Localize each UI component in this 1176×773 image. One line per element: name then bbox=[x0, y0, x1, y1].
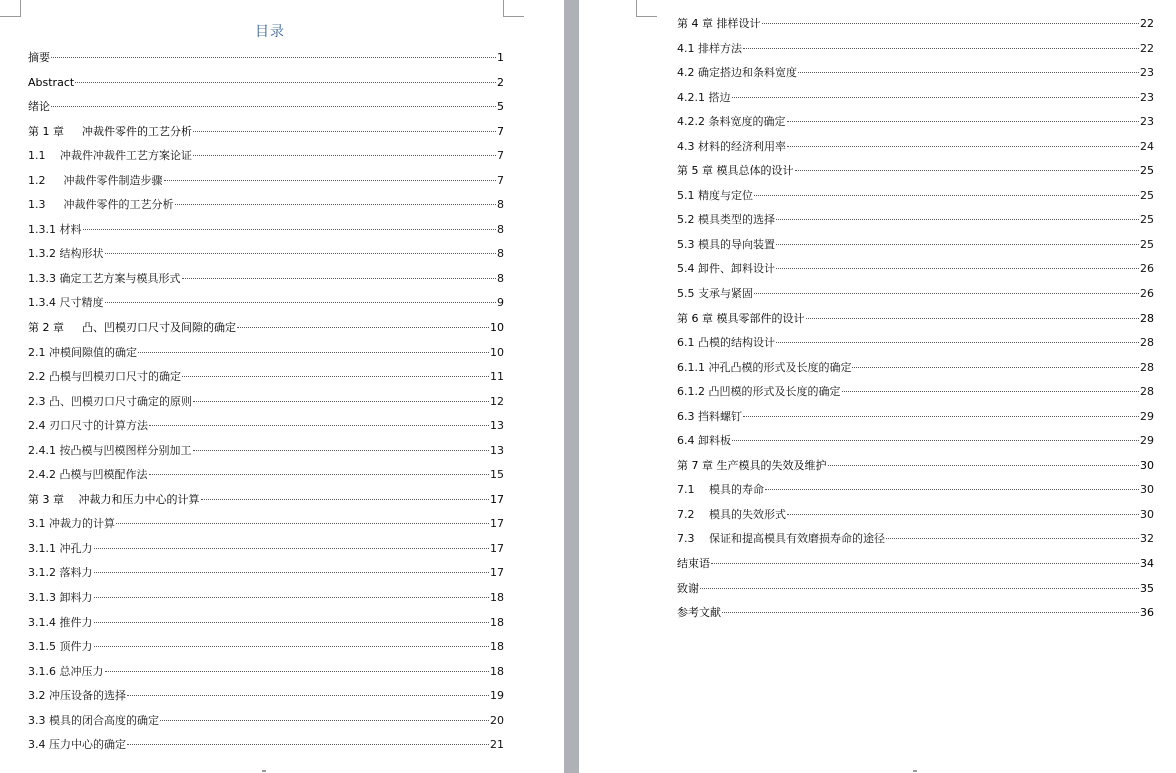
toc-entry-label: 3.1.4 推件力 bbox=[28, 615, 93, 629]
toc-dot-leader bbox=[765, 489, 1139, 490]
toc-entry-page-number: 18 bbox=[490, 664, 504, 678]
toc-dot-leader bbox=[75, 82, 496, 83]
toc-entry[interactable] bbox=[28, 95, 504, 120]
toc-entry[interactable] bbox=[28, 733, 504, 758]
toc-dot-leader bbox=[852, 367, 1139, 368]
toc-entry[interactable] bbox=[28, 660, 504, 685]
toc-entry-label: 第 1 章 冲裁件零件的工艺分析 bbox=[28, 124, 192, 138]
toc-entry-page-number: 18 bbox=[490, 640, 504, 654]
toc-entry-page-number: 15 bbox=[490, 468, 504, 482]
toc-entry-page-number: 28 bbox=[1140, 311, 1154, 325]
toc-entry-page-number: 23 bbox=[1140, 115, 1154, 129]
toc-entry-label: 2.4.1 按凸模与凹模图样分别加工 bbox=[28, 443, 192, 457]
toc-entry-label: 4.2 确定搭边和条料宽度 bbox=[677, 66, 797, 80]
toc-entry-page-number: 13 bbox=[490, 443, 504, 457]
toc-entry-label: 4.2.1 搭边 bbox=[677, 90, 731, 104]
toc-entry-label: 摘要 bbox=[28, 51, 50, 64]
toc-entry[interactable] bbox=[677, 208, 1154, 233]
toc-entry-label: 3.1.5 顶件力 bbox=[28, 640, 93, 654]
toc-dot-leader bbox=[105, 253, 497, 254]
toc-entry-page-number: 8 bbox=[497, 198, 504, 212]
toc-entry[interactable] bbox=[677, 184, 1154, 209]
toc-entry-label: 3.4 压力中心的确定 bbox=[28, 738, 126, 752]
toc-entry-label: 1.2 冲裁件零件制造步骤 bbox=[28, 173, 163, 187]
toc-entry[interactable] bbox=[28, 144, 504, 169]
toc-entry-page-number: 10 bbox=[490, 345, 504, 359]
toc-entry[interactable] bbox=[677, 577, 1154, 602]
toc-entry-page-number: 25 bbox=[1140, 213, 1154, 227]
toc-dot-leader bbox=[776, 268, 1139, 269]
toc-entry-page-number: 19 bbox=[490, 689, 504, 703]
toc-dot-leader bbox=[94, 548, 490, 549]
toc-entry[interactable] bbox=[677, 405, 1154, 430]
toc-entry-label: 3.3 模具的闭合高度的确定 bbox=[28, 713, 159, 727]
toc-entry[interactable] bbox=[28, 218, 504, 243]
toc-dot-leader bbox=[51, 106, 496, 107]
crop-mark-top-left bbox=[0, 0, 21, 17]
toc-entry-label: 2.1 冲模间隙值的确定 bbox=[28, 345, 137, 359]
toc-entry[interactable] bbox=[28, 561, 504, 586]
toc-entry-label: 第 3 章 冲裁力和压力中心的计算 bbox=[28, 492, 200, 506]
toc-entry-label: 6.1.2 凸凹模的形式及长度的确定 bbox=[677, 385, 841, 399]
toc-entry-page-number: 22 bbox=[1140, 41, 1154, 55]
toc-entry-page-number: 10 bbox=[490, 321, 504, 335]
toc-entry-label: 5.5 支承与紧固 bbox=[677, 287, 753, 301]
toc-entry-label: 1.1 冲裁件冲裁件工艺方案论证 bbox=[28, 149, 192, 163]
toc-dot-leader bbox=[754, 195, 1139, 196]
page-bottom-mark bbox=[262, 770, 266, 772]
toc-entry-page-number: 28 bbox=[1140, 360, 1154, 374]
toc-entry-page-number: 17 bbox=[490, 541, 504, 555]
toc-dot-leader bbox=[828, 465, 1140, 466]
toc-entry[interactable] bbox=[677, 159, 1154, 184]
toc-entry-page-number: 7 bbox=[497, 124, 504, 138]
toc-entry-label: Abstract bbox=[28, 75, 75, 89]
toc-entry-page-number: 17 bbox=[490, 517, 504, 531]
toc-entry[interactable] bbox=[28, 242, 504, 267]
toc-dot-leader bbox=[754, 293, 1139, 294]
toc-entry[interactable] bbox=[28, 169, 504, 194]
toc-entry-label: 3.1.6 总冲压力 bbox=[28, 664, 104, 678]
toc-entry-page-number: 29 bbox=[1140, 409, 1154, 423]
toc-entry[interactable] bbox=[28, 291, 504, 316]
toc-entry-page-number: 9 bbox=[497, 296, 504, 310]
toc-entry-label: 5.1 精度与定位 bbox=[677, 188, 753, 202]
toc-entry-page-number: 26 bbox=[1140, 262, 1154, 276]
toc-entry[interactable] bbox=[28, 635, 504, 660]
toc-entry-page-number: 18 bbox=[490, 591, 504, 605]
toc-entry[interactable] bbox=[28, 365, 504, 390]
toc-entry[interactable] bbox=[28, 341, 504, 366]
toc-dot-leader bbox=[127, 695, 489, 696]
toc-dot-leader bbox=[776, 342, 1139, 343]
toc-entry[interactable] bbox=[28, 586, 504, 611]
toc-entry-page-number: 28 bbox=[1140, 385, 1154, 399]
toc-dot-leader bbox=[160, 720, 489, 721]
toc-entry-label: 3.1.2 落料力 bbox=[28, 566, 93, 580]
toc-entry[interactable] bbox=[28, 46, 504, 71]
toc-entry-page-number: 21 bbox=[490, 738, 504, 752]
toc-entry[interactable] bbox=[677, 257, 1154, 282]
toc-dot-leader bbox=[105, 671, 490, 672]
page-bottom-mark bbox=[913, 770, 917, 772]
toc-entry[interactable] bbox=[28, 120, 504, 145]
toc-dot-leader bbox=[700, 588, 1139, 589]
toc-entry-label: 6.1 凸模的结构设计 bbox=[677, 336, 775, 350]
toc-dot-leader bbox=[237, 327, 489, 328]
toc-entry[interactable] bbox=[28, 684, 504, 709]
toc-entry-page-number: 8 bbox=[497, 222, 504, 236]
toc-entry[interactable] bbox=[677, 12, 1154, 37]
toc-dot-leader bbox=[776, 219, 1139, 220]
toc-dot-leader bbox=[743, 416, 1139, 417]
toc-dot-leader bbox=[105, 302, 497, 303]
toc-entry[interactable] bbox=[28, 193, 504, 218]
toc-entry-label: 第 4 章 排样设计 bbox=[677, 17, 761, 30]
toc-entry-page-number: 30 bbox=[1140, 458, 1154, 472]
toc-entry-label: 致谢 bbox=[677, 581, 699, 595]
toc-entry-label: 7.2 模具的失效形式 bbox=[677, 507, 786, 521]
toc-entry-label: 6.1.1 冲孔凸模的形式及长度的确定 bbox=[677, 360, 852, 374]
toc-entry-label: 5.3 模具的导向装置 bbox=[677, 237, 775, 251]
toc-dot-leader bbox=[886, 538, 1139, 539]
toc-entry-label: 1.3.1 材料 bbox=[28, 222, 82, 236]
toc-dot-leader bbox=[149, 425, 489, 426]
toc-entry[interactable] bbox=[28, 316, 504, 341]
toc-entry-label: 3.1 冲裁力的计算 bbox=[28, 517, 115, 531]
toc-entry[interactable] bbox=[28, 709, 504, 734]
toc-dot-leader bbox=[193, 131, 496, 132]
toc-entry[interactable] bbox=[677, 356, 1154, 381]
toc-entry-page-number: 17 bbox=[490, 492, 504, 506]
toc-entry-page-number: 30 bbox=[1140, 483, 1154, 497]
toc-entry[interactable] bbox=[28, 439, 504, 464]
toc-entry[interactable] bbox=[677, 527, 1154, 552]
toc-entry-label: 6.3 挡料螺钉 bbox=[677, 409, 742, 423]
toc-dot-leader bbox=[94, 572, 490, 573]
page-left bbox=[0, 0, 562, 773]
toc-entry-label: 3.1.1 冲孔力 bbox=[28, 541, 93, 555]
toc-dot-leader bbox=[94, 646, 490, 647]
toc-entry[interactable] bbox=[677, 282, 1154, 307]
toc-entry-page-number: 8 bbox=[497, 247, 504, 261]
toc-entry[interactable] bbox=[677, 86, 1154, 111]
toc-entry-page-number: 12 bbox=[490, 394, 504, 408]
toc-entry-label: 参考文献 bbox=[677, 606, 721, 620]
toc-dot-leader bbox=[182, 278, 497, 279]
toc-entry-page-number: 23 bbox=[1140, 90, 1154, 104]
toc-entry-label: 1.3.4 尺寸精度 bbox=[28, 296, 104, 310]
toc-entry[interactable] bbox=[677, 454, 1154, 479]
toc-entry-label: 3.1.3 卸料力 bbox=[28, 591, 93, 605]
toc-entry[interactable] bbox=[677, 429, 1154, 454]
toc-entry[interactable] bbox=[28, 537, 504, 562]
toc-list-left bbox=[28, 46, 504, 758]
toc-entry[interactable] bbox=[677, 503, 1154, 528]
toc-entry-label: 3.2 冲压设备的选择 bbox=[28, 689, 126, 703]
toc-entry-label: 2.2 凸模与凹模刃口尺寸的确定 bbox=[28, 370, 181, 384]
toc-entry-label: 1.3.3 确定工艺方案与模具形式 bbox=[28, 271, 181, 285]
toc-entry-label: 5.4 卸件、卸料设计 bbox=[677, 262, 775, 276]
toc-entry-label: 7.1 模具的寿命 bbox=[677, 483, 764, 497]
toc-dot-leader bbox=[787, 514, 1139, 515]
toc-list-right bbox=[677, 12, 1154, 626]
toc-dot-leader bbox=[201, 499, 490, 500]
toc-entry-label: 4.3 材料的经济利用率 bbox=[677, 139, 786, 153]
toc-entry-page-number: 26 bbox=[1140, 287, 1154, 301]
toc-entry-label: 1.3.2 结构形状 bbox=[28, 247, 104, 261]
toc-entry-page-number: 24 bbox=[1140, 139, 1154, 153]
toc-dot-leader bbox=[94, 597, 490, 598]
toc-dot-leader bbox=[806, 318, 1140, 319]
toc-entry-page-number: 7 bbox=[497, 173, 504, 187]
toc-dot-leader bbox=[711, 563, 1139, 564]
crop-mark-right-page-top-left bbox=[636, 0, 657, 17]
page-gap bbox=[562, 0, 581, 773]
toc-dot-leader bbox=[193, 401, 489, 402]
toc-title: 目录 bbox=[255, 24, 285, 40]
toc-entry-page-number: 22 bbox=[1140, 17, 1154, 30]
toc-dot-leader bbox=[182, 376, 489, 377]
toc-dot-leader bbox=[743, 48, 1139, 49]
toc-dot-leader bbox=[842, 391, 1140, 392]
toc-entry[interactable] bbox=[28, 267, 504, 292]
toc-entry-label: 2.4.2 凸模与凹模配作法 bbox=[28, 468, 148, 482]
toc-dot-leader bbox=[732, 440, 1139, 441]
toc-entry-page-number: 25 bbox=[1140, 188, 1154, 202]
toc-entry-page-number: 5 bbox=[497, 100, 504, 114]
toc-entry[interactable] bbox=[677, 552, 1154, 577]
toc-entry-page-number: 11 bbox=[490, 370, 504, 384]
toc-entry[interactable] bbox=[677, 307, 1154, 332]
toc-entry-label: 5.2 模具类型的选择 bbox=[677, 213, 775, 227]
toc-entry-label: 4.1 排样方法 bbox=[677, 41, 742, 55]
toc-dot-leader bbox=[116, 523, 489, 524]
toc-entry[interactable] bbox=[677, 331, 1154, 356]
toc-dot-leader bbox=[164, 180, 497, 181]
toc-entry-page-number: 25 bbox=[1140, 164, 1154, 178]
toc-entry-label: 2.4 刃口尺寸的计算方法 bbox=[28, 419, 148, 433]
toc-dot-leader bbox=[94, 622, 490, 623]
toc-entry-label: 绪论 bbox=[28, 100, 50, 114]
toc-entry-page-number: 8 bbox=[497, 271, 504, 285]
toc-entry-page-number: 13 bbox=[490, 419, 504, 433]
toc-entry-label: 结束语 bbox=[677, 557, 710, 571]
toc-entry[interactable] bbox=[28, 512, 504, 537]
toc-entry[interactable] bbox=[28, 390, 504, 415]
toc-entry[interactable] bbox=[677, 601, 1154, 626]
toc-dot-leader bbox=[776, 244, 1139, 245]
toc-entry[interactable] bbox=[28, 463, 504, 488]
toc-dot-leader bbox=[138, 352, 489, 353]
toc-entry-page-number: 2 bbox=[497, 75, 504, 89]
toc-entry-page-number: 17 bbox=[490, 566, 504, 580]
toc-entry-page-number: 36 bbox=[1140, 606, 1154, 620]
toc-dot-leader bbox=[795, 170, 1140, 171]
toc-entry-page-number: 34 bbox=[1140, 557, 1154, 571]
toc-entry-label: 6.4 卸料板 bbox=[677, 434, 731, 448]
toc-entry-page-number: 29 bbox=[1140, 434, 1154, 448]
toc-entry-page-number: 23 bbox=[1140, 66, 1154, 80]
toc-entry-page-number: 18 bbox=[490, 615, 504, 629]
toc-dot-leader bbox=[149, 474, 490, 475]
toc-entry[interactable] bbox=[677, 61, 1154, 86]
toc-entry[interactable] bbox=[677, 110, 1154, 135]
toc-entry-label: 1.3 冲裁件零件的工艺分析 bbox=[28, 198, 174, 212]
toc-dot-leader bbox=[762, 23, 1140, 24]
toc-dot-leader bbox=[193, 155, 496, 156]
toc-dot-leader bbox=[83, 229, 497, 230]
page-separator-bar bbox=[564, 0, 579, 773]
toc-entry-label: 7.3 保证和提高模具有效磨损寿命的途径 bbox=[677, 532, 885, 546]
toc-entry-page-number: 28 bbox=[1140, 336, 1154, 350]
toc-entry[interactable] bbox=[677, 135, 1154, 160]
toc-entry-label: 4.2.2 条料宽度的确定 bbox=[677, 115, 786, 129]
toc-dot-leader bbox=[175, 204, 497, 205]
toc-dot-leader bbox=[722, 612, 1139, 613]
toc-entry[interactable] bbox=[28, 71, 504, 96]
toc-dot-leader bbox=[787, 146, 1139, 147]
toc-dot-leader bbox=[732, 97, 1140, 98]
toc-entry-label: 第 7 章 生产模具的失效及维护 bbox=[677, 458, 827, 472]
toc-entry-page-number: 32 bbox=[1140, 532, 1154, 546]
crop-mark-top-right bbox=[503, 0, 524, 17]
toc-entry[interactable] bbox=[677, 233, 1154, 258]
toc-entry[interactable] bbox=[28, 414, 504, 439]
toc-entry-page-number: 30 bbox=[1140, 507, 1154, 521]
toc-entry-label: 第 5 章 模具总体的设计 bbox=[677, 164, 794, 178]
toc-entry[interactable] bbox=[677, 478, 1154, 503]
toc-entry-page-number: 25 bbox=[1140, 237, 1154, 251]
toc-dot-leader bbox=[51, 57, 496, 58]
toc-entry-page-number: 1 bbox=[497, 51, 504, 64]
toc-entry[interactable] bbox=[677, 37, 1154, 62]
toc-dot-leader bbox=[798, 72, 1139, 73]
toc-entry-page-number: 35 bbox=[1140, 581, 1154, 595]
toc-entry[interactable] bbox=[28, 611, 504, 636]
toc-entry-page-number: 7 bbox=[497, 149, 504, 163]
toc-entry-label: 2.3 凸、凹模刃口尺寸确定的原则 bbox=[28, 394, 192, 408]
toc-entry-label: 第 6 章 模具零部件的设计 bbox=[677, 311, 805, 325]
toc-entry-page-number: 20 bbox=[490, 713, 504, 727]
toc-dot-leader bbox=[193, 450, 490, 451]
toc-entry[interactable] bbox=[28, 488, 504, 513]
toc-dot-leader bbox=[787, 121, 1140, 122]
toc-entry-label: 第 2 章 凸、凹模刃口尺寸及间隙的确定 bbox=[28, 321, 236, 335]
toc-entry[interactable] bbox=[677, 380, 1154, 405]
toc-dot-leader bbox=[127, 744, 489, 745]
